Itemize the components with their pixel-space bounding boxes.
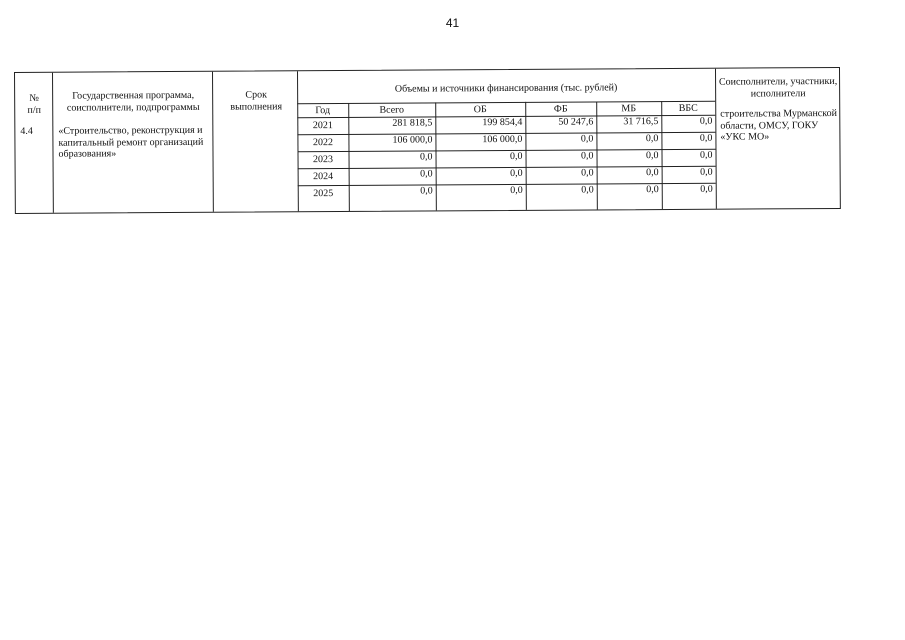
header-vbs: ВБС xyxy=(678,102,698,114)
row-2024-vbs: 0,0 xyxy=(700,166,713,178)
row-2021-year: 2021 xyxy=(312,120,333,132)
program-name: «Строительство, реконструкция и капитальный ремонт организаций образования» xyxy=(58,124,204,160)
header-program: Государственная программа, соисполнители, подпрограммы xyxy=(66,89,200,114)
table-divider xyxy=(52,73,54,213)
header-ob: ОБ xyxy=(473,104,487,116)
header-mb: МБ xyxy=(621,103,637,115)
row-2024-total: 0,0 xyxy=(420,168,433,180)
row-2025-ob: 0,0 xyxy=(510,184,523,196)
header-number: № п/п xyxy=(27,92,41,116)
row-2024-ob: 0,0 xyxy=(510,167,523,179)
row-2023-year: 2023 xyxy=(313,154,334,166)
row-2023-vbs: 0,0 xyxy=(699,149,713,161)
row-2021-total: 281 818,5 xyxy=(392,117,433,129)
header-total: Всего xyxy=(379,104,405,116)
table-divider xyxy=(212,72,214,212)
row-2022-vbs: 0,0 xyxy=(699,132,713,144)
funding-table xyxy=(14,67,841,214)
row-2025-mb: 0,0 xyxy=(646,184,659,196)
row-2021-vbs: 0,0 xyxy=(699,115,713,127)
row-2022-year: 2022 xyxy=(312,137,333,149)
row-2022-mb: 0,0 xyxy=(645,133,659,145)
header-year: Год xyxy=(315,105,331,117)
row-2022-fb: 0,0 xyxy=(580,133,594,145)
row-2024-year: 2024 xyxy=(313,171,334,183)
row-2024-fb: 0,0 xyxy=(581,167,594,179)
header-fb: ФБ xyxy=(553,103,568,115)
page-number: 41 xyxy=(445,16,460,30)
row-2025-fb: 0,0 xyxy=(581,184,594,196)
participants-value: строительства Мурманской области, ОМСУ, ГОКУ «УКС МО» xyxy=(720,107,837,143)
row-2022-ob: 106 000,0 xyxy=(482,133,523,146)
row-2021-mb: 31 716,5 xyxy=(623,116,659,128)
row-2024-mb: 0,0 xyxy=(646,167,659,179)
row-2023-total: 0,0 xyxy=(419,151,433,163)
row-2023-ob: 0,0 xyxy=(509,150,523,162)
header-term: Срок выполнения xyxy=(230,89,283,113)
row-2025-year: 2025 xyxy=(313,188,334,200)
header-funding: Объемы и источники финансирования (тыс. рублей) xyxy=(394,82,618,95)
row-2021-ob: 199 854,4 xyxy=(482,116,523,129)
row-2021-fb: 50 247,6 xyxy=(558,116,594,128)
row-number: 4.4 xyxy=(20,125,33,137)
row-2022-total: 106 000,0 xyxy=(392,134,433,146)
row-2023-mb: 0,0 xyxy=(645,150,659,162)
row-2023-fb: 0,0 xyxy=(580,150,594,162)
row-2025-vbs: 0,0 xyxy=(700,183,713,195)
header-participants: Соисполнители, участники, исполнители xyxy=(718,75,838,100)
row-2025-total: 0,0 xyxy=(420,185,433,197)
